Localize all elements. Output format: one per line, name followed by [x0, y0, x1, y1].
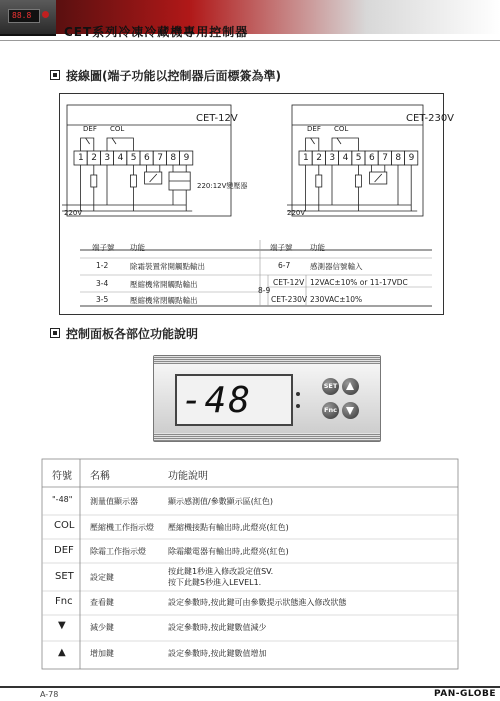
terminal-row-func: 感測器信號輸入 [310, 262, 363, 271]
terminal-header-func-2: 功能 [310, 243, 325, 252]
terminal-number: 7 [382, 153, 388, 163]
terminal-number: 6 [369, 153, 375, 163]
terminal-sub-func: 230VAC±10% [310, 295, 363, 304]
terminal-header-no-2: 端子號 [270, 243, 293, 252]
up-arrow-icon: ▲ [58, 647, 66, 658]
terminal-header-no: 端子號 [92, 243, 115, 252]
terminal-sub-model: CET-12V [273, 278, 305, 287]
terminal-number: 1 [78, 153, 84, 163]
terminal-row-no: 1-2 [96, 261, 109, 270]
terminal-number: 9 [408, 153, 415, 163]
right-voltage-label: 220V [287, 209, 306, 217]
device-thumbnail-digits: 88.8 [12, 11, 32, 20]
page-title: CET系列冷凍冷藏機專用控制器 [64, 25, 249, 39]
fnc-button[interactable]: Fnc [322, 402, 339, 419]
func-row-symbol: Fnc [55, 596, 73, 607]
left-def-label: DEF [83, 125, 97, 133]
transformer-label: 220:12V變壓器 [197, 182, 248, 190]
left-col-label: COL [110, 125, 125, 133]
terminal-header-func: 功能 [130, 243, 145, 252]
terminal-number: 1 [303, 153, 309, 163]
terminal-row-func: 壓縮機常開觸點輸出 [130, 280, 198, 289]
terminal-number: 9 [183, 153, 190, 163]
func-header-name: 名稱 [90, 471, 110, 482]
set-button[interactable]: SET [322, 378, 339, 395]
terminal-number: 5 [130, 153, 137, 163]
terminal-row-no: 3-5 [96, 295, 109, 304]
terminal-row-func: 除霜裝置常開觸點輸出 [130, 262, 205, 271]
terminal-number: 4 [342, 153, 349, 163]
terminal-row-group-no: 8-9 [258, 286, 271, 295]
func-row-name: 減少鍵 [90, 623, 114, 632]
terminal-row-func: 壓縮機常閉觸點輸出 [130, 296, 198, 305]
func-row-desc-line2: 按下此鍵5秒進入LEVEL1. [168, 578, 262, 587]
func-row-desc: 顯示感測值/參數顯示區(紅色) [168, 497, 273, 506]
terminal-number: 8 [170, 153, 177, 163]
left-voltage-label: 220V [64, 209, 83, 217]
terminal-number: 8 [395, 153, 402, 163]
terminal-number: 6 [144, 153, 150, 163]
func-row-desc: 設定參數時,按此鍵可由參數提示狀態進入修改狀態 [168, 598, 347, 607]
func-row-name: 增加鍵 [90, 649, 114, 658]
right-def-label: DEF [307, 125, 321, 133]
brand-logo: PAN-GLOBE [434, 689, 496, 699]
terminal-number: 5 [355, 153, 362, 163]
left-model-title: CET-12V [196, 113, 238, 124]
footer-divider [0, 686, 500, 688]
page-number: A-78 [40, 690, 59, 699]
func-row-desc: 壓縮機接點有輸出時,此燈亮(紅色) [168, 523, 289, 532]
terminal-number: 3 [329, 153, 336, 163]
terminal-number: 7 [157, 153, 163, 163]
display-digits: -48 [181, 380, 253, 421]
func-row-desc: 按此鍵1秒進入修改設定值SV. [168, 567, 274, 576]
func-row-symbol: SET [55, 571, 74, 582]
terminal-number: 2 [316, 153, 322, 163]
func-row-name: 壓縮機工作指示燈 [90, 523, 154, 532]
terminal-sub-func: 12VAC±10% or 11-17VDC [310, 278, 408, 287]
func-row-name: 設定鍵 [90, 573, 114, 582]
func-row-name: 測量值顯示器 [90, 497, 138, 506]
func-row-symbol: DEF [54, 545, 74, 556]
func-row-name: 查看鍵 [90, 598, 114, 607]
panel-section-title: 控制面板各部位功能說明 [66, 327, 199, 341]
func-row-symbol: "-48" [52, 495, 73, 504]
func-row-desc: 設定參數時,按此鍵數值減少 [168, 623, 267, 632]
terminal-number: 2 [91, 153, 97, 163]
func-row-name: 除霜工作指示燈 [90, 547, 146, 556]
terminal-number: 4 [117, 153, 124, 163]
terminal-row-no: 6-7 [278, 261, 291, 270]
down-arrow-icon: ▼ [58, 620, 66, 631]
wiring-section-title: 接線圖(端子功能以控制器后面標簽為準) [66, 69, 281, 83]
func-header-desc: 功能說明 [168, 471, 208, 482]
func-row-desc: 除霜繼電器有輸出時,此燈亮(紅色) [168, 547, 289, 556]
func-row-desc: 設定參數時,按此鍵數值增加 [168, 649, 267, 658]
func-header-symbol: 符號 [52, 471, 72, 482]
right-model-title: CET-230V [406, 113, 455, 124]
terminal-row-no: 3-4 [96, 279, 109, 288]
right-col-label: COL [334, 125, 349, 133]
func-row-symbol: COL [54, 520, 75, 531]
terminal-number: 3 [104, 153, 111, 163]
terminal-sub-model: CET-230V [271, 295, 308, 304]
